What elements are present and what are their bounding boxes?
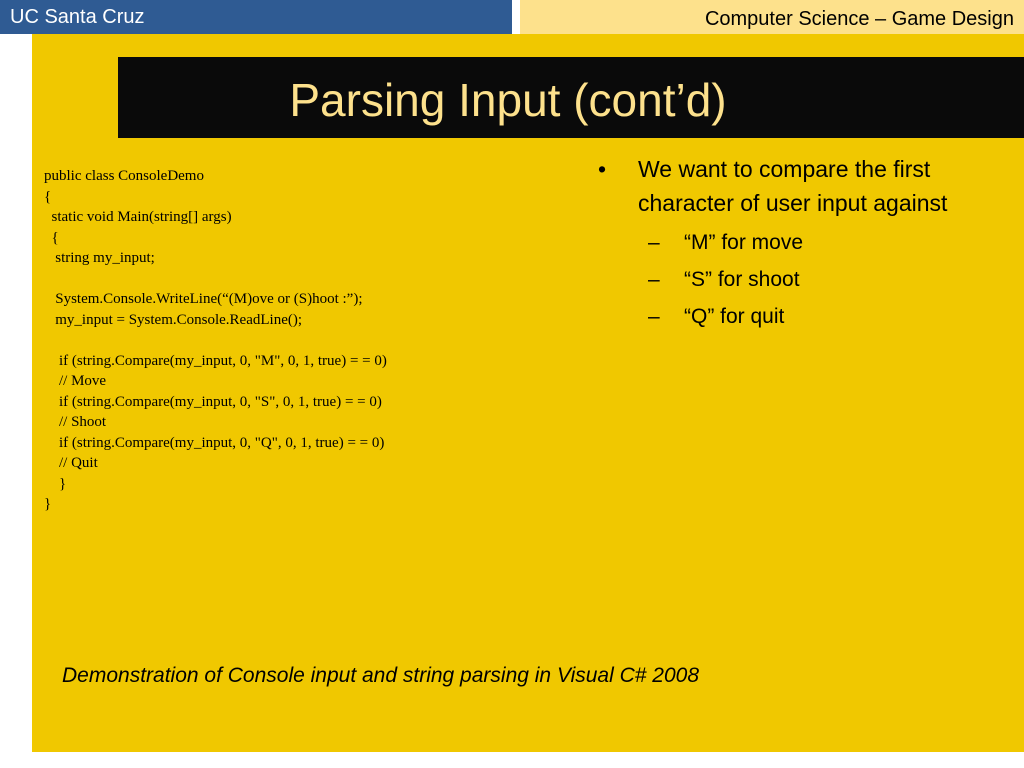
bullet-list: [598, 152, 998, 335]
slide-title: Parsing Input (cont’d): [289, 74, 727, 126]
caption: Demonstration of Console input and string parsing in Visual C# 2008: [62, 664, 699, 687]
header-right-label: Computer Science – Game Design: [704, 8, 1014, 30]
sub-bullet-marker: –: [648, 231, 660, 254]
sub-bullet-list: [598, 224, 998, 335]
sub-bullet-text: “Q” for quit: [684, 305, 785, 328]
sub-bullet-text: “S” for shoot: [684, 268, 800, 291]
bullet-text: We want to compare the first character of user input against: [638, 156, 948, 216]
sub-bullet-marker: –: [648, 268, 660, 291]
header-left-bar: [0, 0, 512, 34]
code-sample: public class ConsoleDemo { static void Main(string[] args) { string my_input; System.Console.WriteLine(“(M)ove or (S)hoot :”); my_input = System.Console.ReadLine(); if (string.Compare(my_input, 0, "M", 0, 1, true) = = 0) // Move if (string.Compare(my_input, 0, "S", 0, 1, true) = = 0) // Shoot if (string.Compare(my_input, 0, "Q", 0, 1, true) = = 0) // Quit } }: [44, 168, 387, 512]
header-left-label: UC Santa Cruz: [10, 6, 145, 28]
bullet-item: [598, 152, 998, 220]
header-right-bar: [520, 0, 1024, 34]
title-bar: [118, 57, 1024, 138]
sub-bullet-text: “M” for move: [684, 231, 804, 254]
sub-bullet-item: [598, 261, 998, 298]
sub-bullet-marker: –: [648, 305, 660, 328]
sub-bullet-item: [598, 298, 998, 335]
sub-bullet-item: [598, 224, 998, 261]
bullet-marker: •: [598, 156, 607, 182]
